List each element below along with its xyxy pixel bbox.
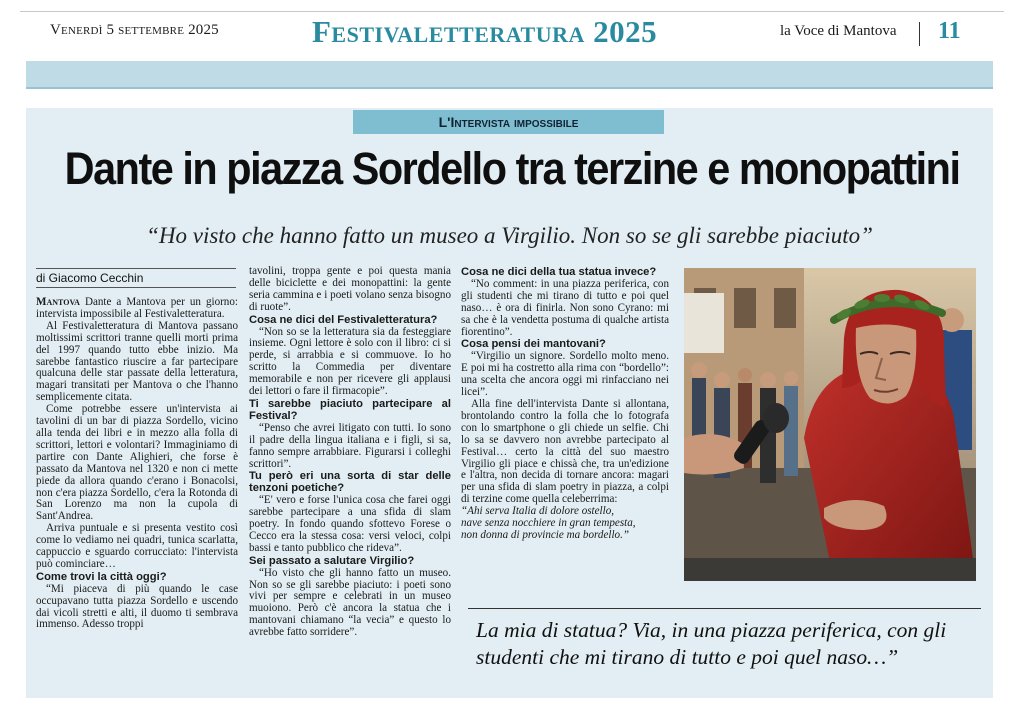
article-paragraph: “Ho visto che gli hanno fatto un museo. Non so se gli sarebbe piaciuto: i poeti sono vivi per sempre e celebrati in un museo muoiono. Però c'è ancora la statua che i mantovani chiamano “la vecia” e questo lo avrebbe fatto sorridere”. [249, 566, 451, 639]
article-paragraph: “Penso che avrei litigato con tutti. Io sono il padre della lingua italiana e i figli, si sa, fanno sempre arrabbiare. Figurarsi i colleghi scrittori”. [249, 421, 451, 470]
interview-question: Ti sarebbe piaciuto partecipare al Festival? [249, 397, 451, 422]
interview-question: Cosa ne dici del Festivaletteratura? [249, 313, 438, 326]
article-paragraph: “Virgilio un signore. Sordello molto meno. E poi mi ha costretto alla rima con “bordello”: una scelta che ancora oggi mi rinfacciano nei licei”. [461, 350, 669, 399]
article-paragraph: Arriva puntuale e si presenta vestito così come lo vediamo nei quadri, tunica scarlatta, cappuccio e sguardo corrucciato: l'intervista può cominciare… [36, 522, 238, 570]
header-page-number: 11 [938, 18, 961, 44]
article-subhead: “Ho visto che hanno fatto un museo a Virgilio. Non so se gli sarebbe piaciuto” [146, 223, 873, 248]
header-date: Venerdì 5 settembre 2025 [50, 22, 219, 38]
interview-question: Tu però eri una sorta di star delle tenzoni poetiche? [249, 470, 451, 495]
interview-question: Sei passato a salutare Virgilio? [249, 554, 415, 567]
article-paragraph: “E' vero e forse l'unica cosa che farei oggi sarebbe partecipare a una sfida di slam poetry. In fondo quando sfottevo Forese o Cecco era la stessa cosa: versi veloci, colpi bassi e tanto pubblico che rideva”. [249, 494, 451, 554]
poem-line: nave senza nocchiere in gran tempesta, [461, 517, 636, 530]
header-paper-name: la Voce di Mantova [780, 23, 897, 39]
interview-question: Cosa ne dici della tua statua invece? [461, 266, 657, 278]
article-column-2 [249, 266, 451, 639]
article-paragraph: “Mi piaceva di più quando le case occupavano tutta piazza Sordello e uscendo dai vicoli stretti e alti, il duomo ti sembrava immenso. Adesso troppi [36, 582, 238, 631]
pullquote: La mia di statua? Via, in una piazza periferica, con gli studenti che mi tirano di tutto e poi quel naso…” [476, 618, 947, 669]
article-byline: di Giacomo Cecchin [36, 268, 236, 288]
dante-photo [684, 268, 976, 581]
article-headline: Dante in piazza Sordello tra terzine e monopattini [64, 143, 960, 194]
article-paragraph: Al Festivaletteratura di Mantova passano moltissimi scrittori tranne quelli morti prima del 1997 quando tutto ebbe inizio. Ma sarebbe fantastico riuscire a far partecipare qualcuna delle star passate della letteratura, magari transitati per Mantova o che l'hanno semplicemente citata. [36, 319, 238, 404]
article-paragraph: Come potrebbe essere un'intervista ai tavolini di un bar di piazza Sordello, vicino alla tenda dei libri e in mezzo alla folla di scrittori, lettori e volontari? Immaginiamo di partire con Dante Alighieri, che forse è passato da Mantova nel 1320 e non ci mette piede da allora quando c'erano i Bonacolsi, non c'era piazza Sordello, c'era la Rotonda di San Lorenzo ma non la cupola di Sant'Andrea. [36, 403, 238, 523]
article-column-1 [36, 297, 238, 631]
article-column-3 [461, 266, 669, 542]
poem-line: non donna di provincie ma bordello.” [461, 528, 630, 541]
article-paragraph: “No comment: in una piazza periferica, con gli studenti che mi tirano di tutto e poi quel naso… è ora di finirla. Non sono Cyrano: mi sa che è la vendetta postuma di qualche artista fiorentino”. [461, 277, 669, 338]
article-paragraph: “Non so se la letteratura sia da festeggiare insieme. Ogni lettore è solo con il libro: ci si perde, si arrabbia e si commuove. Io ho scritto la Commedia per diventare memorabile e non per ricevere gli applausi dei lettori o fare il firmacopie”. [249, 325, 451, 398]
interview-question: Cosa pensi dei mantovani? [461, 338, 606, 351]
header-band [26, 61, 993, 89]
article-paragraph: Alla fine dell'intervista Dante si allontana, brontolando contro la folla che lo fotografa con lo smartphone o gli chiede un selfie. Chi lo sa se davvero non avrebbe partecipato al Festival… certo la città del suo maestro Virgilio gli piace e chissà che, tra un'edizione e l'altra, non decida di tornare ancora: magari per una sfida di slam poetry in piazza, a colpi di terzine come quella celeberrima: [461, 397, 669, 506]
article-lead-paragraph [36, 297, 238, 321]
poem-line: “Ahi serva Italia di dolore ostello, [461, 505, 615, 518]
header-section-title: Festivaletteratura 2025 [312, 14, 658, 49]
article-kicker: L'Intervista impossibile [353, 110, 664, 134]
page-header [0, 0, 1024, 60]
pullquote-rule [468, 608, 981, 609]
header-top-rule [20, 11, 1004, 12]
article-paragraph: tavolini, troppa gente e poi questa mania delle biciclette e dei monopattini: la gente seria cammina e i poeti volano senza bisogno di ruote”. [249, 265, 451, 313]
dateline-city: Mantova [36, 296, 85, 308]
interview-question: Come trovi la città oggi? [36, 570, 167, 583]
dante-illustration [684, 268, 976, 581]
header-separator [919, 22, 920, 46]
lead-text: Dante a Mantova per un giorno: intervista impossibile al Festivaletteratura. [36, 296, 238, 320]
